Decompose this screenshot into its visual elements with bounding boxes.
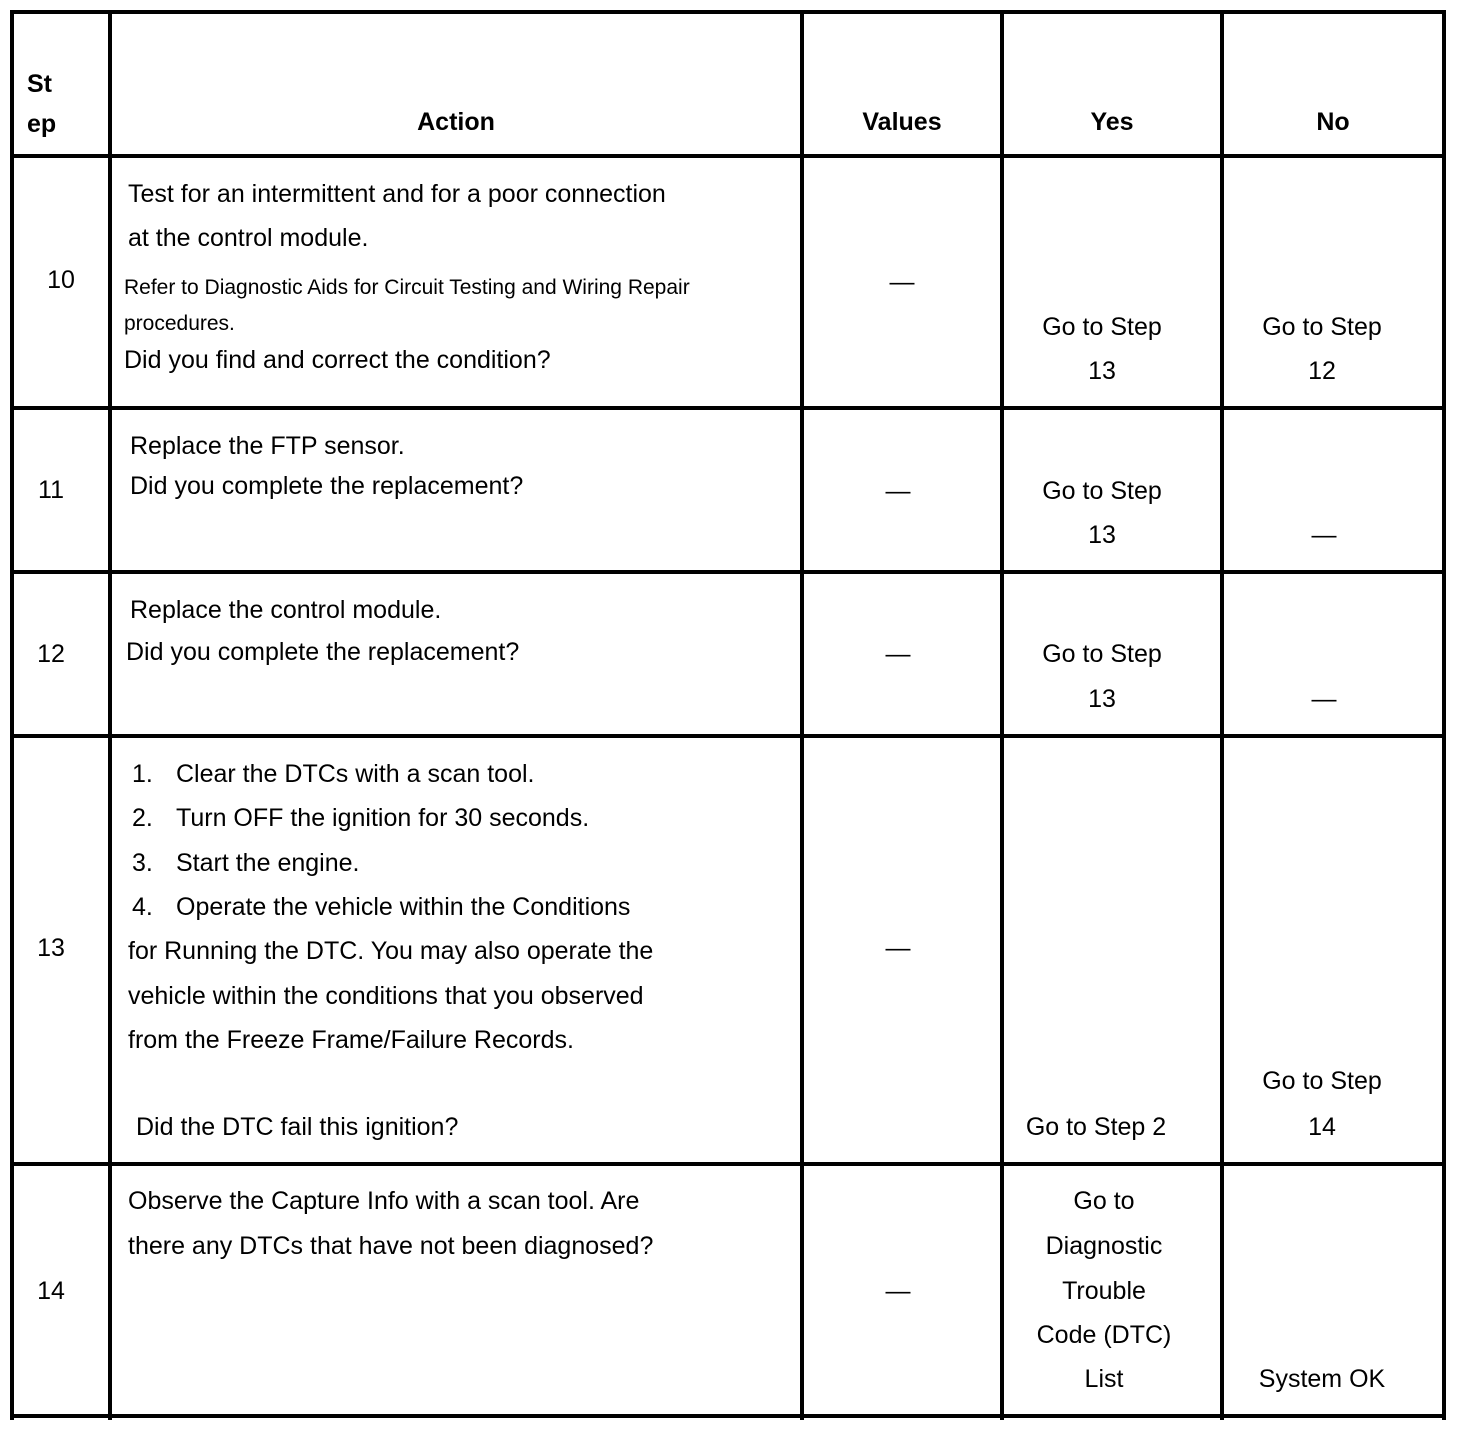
row-divider (10, 1162, 1446, 1166)
no-text: System OK (1258, 1365, 1386, 1393)
values-dash: — (889, 268, 915, 296)
action-text: Test for an intermittent and for a poor connection (128, 180, 666, 208)
values-dash: — (885, 1277, 911, 1305)
no-text: Go to Step (1262, 1067, 1382, 1095)
list-item-number: 2. (132, 804, 153, 832)
header-divider (10, 154, 1446, 158)
action-text: vehicle within the conditions that you observed (128, 982, 644, 1010)
list-item-number: 3. (132, 849, 153, 877)
action-question: Did the DTC fail this ignition? (136, 1113, 459, 1141)
yes-text: Diagnostic (1045, 1232, 1163, 1260)
yes-text: 13 (1088, 521, 1116, 549)
action-text: Observe the Capture Info with a scan tool. Are (128, 1187, 640, 1215)
yes-text: 13 (1088, 357, 1116, 385)
action-question: Did you find and correct the condition? (124, 346, 551, 374)
yes-text: Go to Step 2 (1025, 1113, 1167, 1141)
table-border-left (10, 10, 14, 1420)
yes-text: Go to Step (1042, 640, 1162, 668)
yes-text: Code (DTC) (1036, 1321, 1172, 1349)
header-yes: Yes (1090, 108, 1134, 136)
column-divider (108, 10, 112, 1420)
action-text: for Running the DTC. You may also operate the (128, 937, 654, 965)
no-dash: — (1311, 521, 1337, 549)
table-border-top (10, 10, 1446, 14)
column-divider (800, 10, 804, 1420)
action-note: procedures. (124, 312, 235, 335)
action-text: there any DTCs that have not been diagnosed? (128, 1232, 654, 1260)
yes-text: Trouble (1062, 1277, 1146, 1305)
action-note: Refer to Diagnostic Aids for Circuit Testing and Wiring Repair (124, 276, 690, 299)
row-divider (10, 406, 1446, 410)
row-divider (10, 734, 1446, 738)
list-item-number: 4. (132, 893, 153, 921)
action-text: at the control module. (128, 224, 369, 252)
step-number: 13 (37, 934, 65, 962)
step-number: 10 (47, 266, 75, 294)
yes-text: Go to Step (1042, 477, 1162, 505)
no-dash: — (1311, 685, 1337, 713)
step-number: 11 (38, 476, 64, 504)
action-question: Did you complete the replacement? (126, 638, 520, 666)
yes-text: Go to (1073, 1187, 1135, 1215)
list-item-text: Start the engine. (176, 849, 360, 877)
no-text: Go to Step (1262, 313, 1382, 341)
action-text: Replace the control module. (130, 596, 442, 624)
no-text: 12 (1308, 357, 1336, 385)
step-number: 14 (37, 1277, 65, 1305)
action-question: Did you complete the replacement? (130, 472, 524, 500)
header-step-line1: St (27, 70, 52, 98)
no-text: 14 (1308, 1113, 1336, 1141)
table-border-right (1442, 10, 1446, 1420)
values-dash: — (885, 640, 911, 668)
header-step-line2: ep (27, 110, 57, 138)
table-border-bottom (10, 1414, 1446, 1418)
header-action: Action (417, 108, 495, 136)
yes-text: List (1084, 1365, 1124, 1393)
values-dash: — (885, 934, 911, 962)
yes-text: Go to Step (1042, 313, 1162, 341)
list-item-text: Clear the DTCs with a scan tool. (176, 760, 535, 788)
action-text: from the Freeze Frame/Failure Records. (128, 1026, 574, 1054)
values-dash: — (885, 477, 911, 505)
list-item-text: Turn OFF the ignition for 30 seconds. (176, 804, 590, 832)
header-values: Values (862, 108, 942, 136)
header-no: No (1316, 108, 1350, 136)
list-item-text: Operate the vehicle within the Conditions (176, 893, 631, 921)
action-text: Replace the FTP sensor. (130, 432, 405, 460)
step-number: 12 (37, 640, 65, 668)
yes-text: 13 (1088, 685, 1116, 713)
row-divider (10, 570, 1446, 574)
list-item-number: 1. (132, 760, 153, 788)
